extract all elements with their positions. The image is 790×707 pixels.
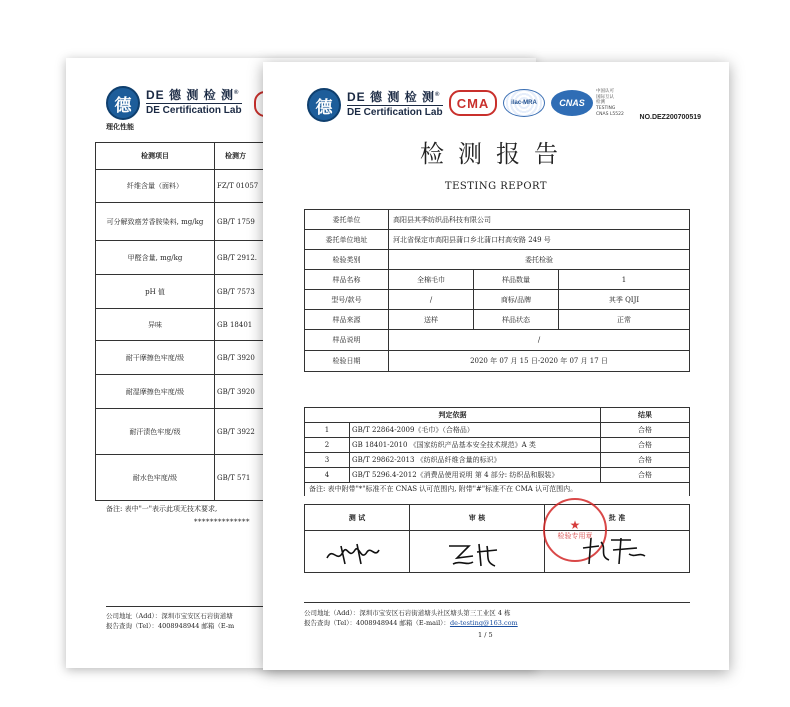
report-number: NO.DEZ200700519 xyxy=(639,114,701,121)
value-client: 高阳县其季纺织品科技有限公司 xyxy=(389,210,690,230)
basis-note: 备注: 表中附带"*"标准不在 CNAS 认可范围内, 附带"#"标准不在 CMA 认可范围内。 xyxy=(305,483,690,496)
report-title: 检测报告 xyxy=(420,140,572,168)
table-cell: 纤维含量（面料） xyxy=(96,170,215,203)
footer-contact: 报告查询（Tel）：4008948944 邮箱（E-mail）：de-testing@163.com xyxy=(304,619,518,628)
logo-subtitle: DE Certification Lab xyxy=(146,105,242,117)
basis-table xyxy=(304,407,690,496)
value-sample-name: 全棉毛巾 xyxy=(389,270,474,290)
value-date: 2020 年 07 月 15 日-2020 年 07 月 17 日 xyxy=(389,351,690,372)
value-state: 正常 xyxy=(559,310,690,330)
table-cell: 耐干摩擦色牢度/级 xyxy=(96,341,215,375)
logo-title: DE 德 测 检 测 xyxy=(146,88,235,103)
table-cell: GB/T 3920 xyxy=(215,341,515,375)
footer-address: 公司地址（Add）：深圳市宝安区石岩街道塘头社区塘头第三工业区 4 栋 xyxy=(304,609,511,617)
label-state: 样品状态 xyxy=(474,310,559,330)
value-qty: 1 xyxy=(559,270,690,290)
section-title: 理化性能 xyxy=(106,122,134,131)
label-client: 委托单位 xyxy=(305,210,389,230)
table-cell: GB/T 7573 xyxy=(215,275,515,309)
table-cell: 耐汗渍色牢度/级 xyxy=(96,409,215,455)
logo-mark-icon: 德 xyxy=(106,86,140,120)
ilac-mra-icon: ilac-MRA xyxy=(503,89,545,117)
email-link[interactable]: de-testing@163.com xyxy=(449,619,518,628)
cnas-caption: 中国认可 国际互认 检测 TESTING CNAS L5522 xyxy=(596,89,624,117)
basis-standard: GB/T 29862-2013 《纺织品纤维含量的标识》 xyxy=(350,453,601,468)
basis-no: 3 xyxy=(305,453,350,468)
tester-signature xyxy=(323,538,383,568)
footer-contact: 报告查询（Tel）：4008948944 邮箱（E-m xyxy=(106,622,235,631)
sign-header-reviewer: 审 核 xyxy=(410,505,545,531)
table-cell: 异味 xyxy=(96,309,215,341)
label-source: 样品来源 xyxy=(305,310,389,330)
table-cell: pH 值 xyxy=(96,275,215,309)
sign-header-tester: 测 试 xyxy=(305,505,410,531)
company-logo: 德 DE 德 测 检 测® DE Certification Lab xyxy=(307,88,443,122)
front-footer xyxy=(304,608,518,628)
footer-divider xyxy=(304,602,690,603)
label-qty: 样品数量 xyxy=(474,270,559,290)
info-table xyxy=(304,209,690,372)
seal-star-icon: ★ xyxy=(569,518,581,532)
reviewer-signature xyxy=(443,538,503,570)
page-number: 1 / 5 xyxy=(478,631,493,639)
value-type: 委托检验 xyxy=(389,250,690,270)
label-type: 检验类别 xyxy=(305,250,389,270)
basis-header: 判定依据 xyxy=(305,408,601,423)
cnas-cert-icon: CNAS xyxy=(551,90,593,116)
table-cell: GB/T 3922 xyxy=(215,409,515,455)
basis-result: 合格 xyxy=(601,453,690,468)
table-cell: 耐湿摩擦色牢度/级 xyxy=(96,375,215,409)
col-header-item: 检测项目 xyxy=(96,143,215,170)
table-cell: GB/T 571 xyxy=(215,455,515,501)
label-brand: 商标/品牌 xyxy=(474,290,559,310)
logo-mark-icon: 德 xyxy=(307,88,341,122)
back-stars: ************** xyxy=(194,518,250,526)
basis-no: 2 xyxy=(305,438,350,453)
label-sample-name: 样品名称 xyxy=(305,270,389,290)
value-source: 送样 xyxy=(389,310,474,330)
seal-text: 检验专用章 xyxy=(557,532,593,540)
table-cell: GB/T 1759 xyxy=(215,203,515,241)
back-footer xyxy=(106,611,234,631)
col-header-method: 检测方 xyxy=(215,143,515,170)
basis-no: 4 xyxy=(305,468,350,483)
approver-signature xyxy=(579,534,649,568)
table-cell: 甲醛含量, mg/kg xyxy=(96,241,215,275)
basis-standard: GB/T 22864-2009《毛巾》（合格品） xyxy=(350,423,601,438)
basis-result: 合格 xyxy=(601,468,690,483)
basis-standard: GB/T 5296.4-2012《消费品使用说明 第 4 部分: 纺织品和服装》 xyxy=(350,468,601,483)
value-desc: / xyxy=(389,330,690,351)
table-cell: GB/T 2912. xyxy=(215,241,515,275)
label-address: 委托单位地址 xyxy=(305,230,389,250)
sign-header-approver: 批 准 xyxy=(545,505,690,531)
logo-subtitle: DE Certification Lab xyxy=(347,107,443,119)
table-cell: GB 18401 xyxy=(215,309,515,341)
value-brand: 其季 QIJI xyxy=(559,290,690,310)
value-address: 河北省保定市高阳县蒲口乡北蒲口村高安路 249 号 xyxy=(389,230,690,250)
label-model: 型号/款号 xyxy=(305,290,389,310)
label-date: 检验日期 xyxy=(305,351,389,372)
back-note: 备注: 表中"一"表示此项无技术要求, xyxy=(106,505,218,513)
certification-marks xyxy=(449,89,624,117)
result-header: 结果 xyxy=(601,408,690,423)
table-cell: 耐水色牢度/级 xyxy=(96,455,215,501)
table-cell: 可分解致癌芳香胺染料, mg/kg xyxy=(96,203,215,241)
company-logo: 德 DE 德 测 检 测® DE Certification Lab xyxy=(106,86,242,120)
table-cell: GB/T 3920 xyxy=(215,375,515,409)
value-model: / xyxy=(389,290,474,310)
report-subtitle: TESTING REPORT xyxy=(444,181,548,192)
label-desc: 样品说明 xyxy=(305,330,389,351)
basis-standard: GB 18401-2010 《国家纺织产品基本安全技术规范》A 类 xyxy=(350,438,601,453)
basis-no: 1 xyxy=(305,423,350,438)
cma-cert-icon: CMA xyxy=(449,90,497,116)
front-report-page xyxy=(263,62,729,670)
footer-address: 公司地址（Add）：深圳市宝安区石岩街道塘 xyxy=(106,612,233,620)
logo-title: DE 德 测 检 测 xyxy=(347,90,436,105)
table-cell: FZ/T 01057 xyxy=(215,170,515,203)
basis-result: 合格 xyxy=(601,423,690,438)
basis-result: 合格 xyxy=(601,438,690,453)
